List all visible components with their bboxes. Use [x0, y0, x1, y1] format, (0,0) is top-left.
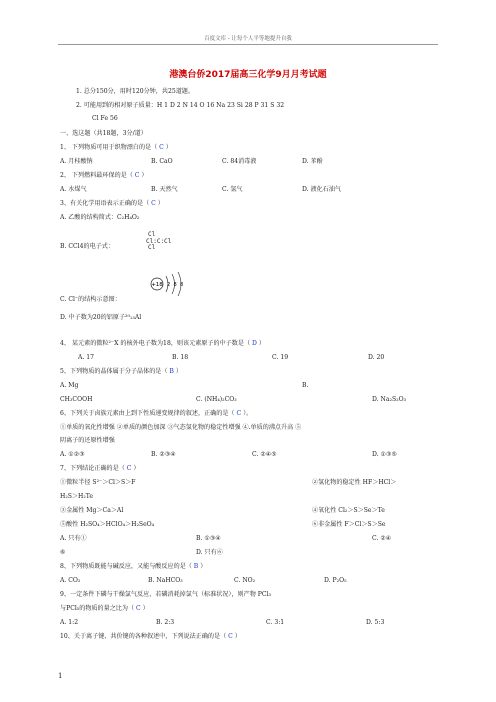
q8-option-d: D. P₂O₅: [324, 577, 347, 584]
q5-option-d: D. Na₂S₂O₃: [372, 396, 407, 403]
section-heading: 一、选这题（共18题，3分/道）: [60, 130, 147, 137]
q1-option-c: C. 84消毒液: [222, 158, 257, 165]
question-4: 4、 某元素的微粒²⁻X 的核外电子数为18，则该元素原子的中子数是（ D ）: [60, 340, 265, 347]
answer-5: B: [169, 368, 174, 375]
q8-option-c: C. NO₂: [234, 577, 256, 584]
answer-6: C: [236, 410, 242, 417]
answer-1: C: [159, 144, 164, 151]
q3-option-a: A. 乙酸的结构简式：C₂H₄O₂: [60, 214, 140, 221]
q6-statements: ①单质的氧化性增强 ②单质的颜色加深 ③气态氢化物的稳定性增强 ④.单质的沸点升高 ⑤: [60, 424, 302, 431]
page-header: 百度文库 - 让每个人平等地提升自我: [204, 36, 292, 42]
question-7: 7、下列结论正确的是（ C ）: [60, 465, 140, 472]
q6-statements-cont: 阴离子的还原性增强: [60, 437, 115, 444]
question-3: 3、有关化学用语表示正确的是（ C ）: [60, 200, 164, 207]
header-divider: [58, 44, 438, 45]
q2-option-b: B. 天然气: [151, 186, 178, 193]
question-10: 10、关于离子键、共价键的各种叙述中，下列说法正确的是（ C ）: [60, 633, 241, 640]
q3-option-c: C. Cl⁻的结构示意图：: [60, 296, 121, 303]
page-number: 1: [58, 672, 63, 680]
q4-option-a: A. 17: [78, 354, 95, 361]
q9-option-a: A. 1:2: [60, 619, 79, 626]
q7-statement-1: ①微粒半径 S²⁻＞Cl＞S＞F: [60, 479, 136, 486]
q7-option-b: B. ①③④: [196, 535, 221, 542]
answer-3: C: [151, 200, 156, 207]
note-1: 1. 总分150分，用时120分钟，共25道题。: [76, 88, 194, 95]
q8-option-a: A. CO₂: [60, 577, 81, 584]
q2-option-a: A. 水煤气: [60, 186, 87, 193]
q2-option-c: C. 氢气: [222, 186, 243, 193]
q7-statement-2-cont: H₂S＞H₂Te: [60, 493, 93, 500]
q5-option-b-formula: CH₃COOH: [60, 396, 93, 403]
q4-option-c: C. 19: [272, 354, 289, 361]
q5-option-b: B.: [302, 382, 309, 389]
q5-option-c: C. (NH₄)₂CO₃: [196, 396, 237, 403]
q1-option-b: B. CaO: [151, 158, 173, 165]
q1-option-d: D. 苯酚: [302, 158, 323, 165]
q7-option-a: A. 只有①: [60, 535, 87, 542]
q6-option-a: A. ①②③: [60, 451, 85, 458]
question-5: 5、下列物质的晶体属于分子晶体的是（ B ）: [60, 368, 182, 375]
q6-option-d: D. ①③⑤: [372, 451, 397, 458]
q7-statement-6: ⑥非金属性 F＞Cl＞S＞Se: [312, 521, 386, 528]
q8-option-b: B. NaHCO₃: [148, 577, 183, 584]
note-2: 2. 可能用到的相对原子质量：H 1 D 2 N 14 O 16 Na 23 Si 28 P 31 S 32: [76, 102, 285, 109]
q5-option-a: A. Mg: [60, 382, 79, 389]
q7-option-c: C. ②④: [372, 535, 392, 542]
q9-option-c: C. 3:1: [266, 619, 285, 626]
q4-option-b: B. 18: [172, 354, 189, 361]
q7-option-c-cont: ⑥: [60, 549, 66, 556]
q4-option-d: D. 20: [368, 354, 385, 361]
shell-1-count: 2: [167, 282, 171, 288]
q6-option-c: C. ②④⑤: [252, 451, 277, 458]
q2-option-d: D. 液化石油气: [302, 186, 342, 193]
q7-option-d: D. 只有⑥: [196, 549, 223, 556]
answer-7: C: [126, 465, 132, 472]
q9-option-d: D. 5:3: [366, 619, 385, 626]
q6-option-b: B. ②③④: [151, 451, 176, 458]
page-title: 港澳台侨2017届高三化学9月月考试题: [169, 70, 327, 80]
q1-option-a: A. 月桂酸钠: [60, 158, 93, 165]
q9-option-b: B. 2:3: [156, 619, 175, 626]
q7-statement-5: ⑤酸性 H₂SO₄＞HClO₄＞H₂SeO₄: [60, 521, 155, 528]
question-9: 9、一定条件下磷与干燥氯气反应，若磷消耗掉氯气（标准状况），则产物 PCl₃: [60, 591, 271, 598]
answer-10: C: [228, 633, 233, 640]
question-6: 6、下列关于卤族元素由上到下性质递变规律的叙述，正确的是（ C ）。: [60, 410, 253, 417]
answer-8: B: [193, 563, 199, 570]
question-9-cont: 与PCl₅的物质的量之比为（ C ）: [60, 605, 149, 612]
answer-2: C: [134, 172, 140, 179]
question-8: 8、下列物质既能与碱反应，又能与酸反应的是（ B ）: [60, 563, 207, 570]
answer-9: C: [136, 605, 141, 612]
q7-statement-4: ④氧化性 Cl₂＞S＞Se＞Te: [312, 507, 385, 514]
ccl4-electron-formula: Cl Cl:C:Cl Cl: [146, 231, 172, 251]
question-2: 2、 下列燃料最环保的是（ C ）: [60, 172, 148, 179]
question-1: 1、 下列物质可用于织物漂白的是（ C ）: [60, 144, 172, 151]
shell-2-count: 8: [173, 282, 177, 288]
shell-3-count: 8: [180, 282, 184, 288]
chloride-ion-structure-diagram: [148, 270, 188, 298]
q7-statement-2: ②氢化物的稳定性 HF＞HCl＞: [312, 479, 397, 486]
answer-4: D: [251, 340, 257, 347]
atom-nucleus: +18: [151, 282, 163, 288]
q3-option-b: B. CCl4的电子式：: [60, 243, 114, 250]
note-3: Cl Fe 56: [92, 115, 118, 122]
q3-option-d: D. 中子数为20的铝原子²⁰₁₃Al: [60, 314, 142, 321]
q7-statement-3: ③金属性 Mg＞Ca＞Al: [60, 507, 124, 514]
